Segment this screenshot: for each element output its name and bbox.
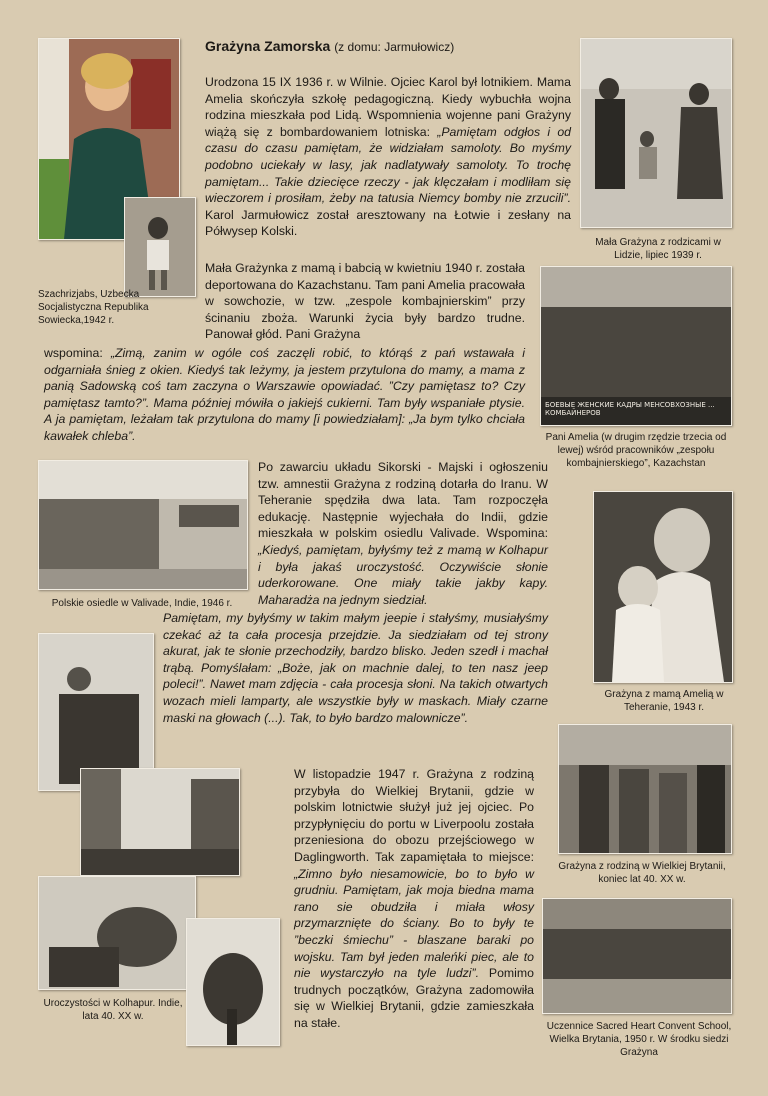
photo-kolhapur-3 [38,876,196,990]
page-title [205,38,454,54]
paragraph-britain [294,766,534,1032]
paragraph-britain-end: Pomimo trudnych początków, Grażyna zadomowiła się w Wielkiej Brytanii, gdzie zamieszkała na stałe. [294,966,534,1030]
paragraph-kazakhstan-quote: „Zimą, zanim w ogóle coś zaczęli robić, to którąś z pań wstawała i odgarniała śnieg z okien. Kiedyś tak leżymy, ja jestem przytulona do mamy, a mama z panią Sadowską coś tam zaczyna o Warszawie opowiadać. ”Czy pamiętasz to? Czy pamiętasz tamto?”. Mama później mówiła o jakiejś cukierni. Tam były wspaniałe ptysie. A ja pamiętam, leżałam tak przytulona do mamy [i powiedziałam]: „Ja bym tylko chciała kawałek chleba”. [44,346,525,443]
paragraph-birth-quote: „Pamiętam odgłos i od czasu do czasu pamiętam, że widziałam samoloty. Bo myśmy podobno uciekały w lasy, jak nadlatywały samoloty. To trochę pamiętam... Takie dziecięce rzeczy - jak klęczałam i modliłam się wieczorem i prosiłam, żeby na tatusia Niemcy bomby nie zrzucili”. [205,124,571,206]
paragraph-britain-quote: „Zimno było niesamowicie, bo to było w grudniu. Pamiętam, jak moja biedna mama rano sie obudziła i miała włosy przymarznięte do ściany. Bo to były te ”beczki śmiechu” - blaszane baraki po wojsku. Tam był jeden maleńki piec, ale to nie wystarczyło na tyle ludzi”. [294,866,534,981]
paragraph-deportation: Mała Grażynka z mamą i babcią w kwietniu 1940 r. została deportowana do Kazachstanu. Tam pani Amelia pracowała w sowchozie, w tzw. „zespole kombajnierskim” przy ścinaniu zboża. Warunki życia były bardzo trudne. Panował głód. Pani Grażyna [205,261,525,342]
paragraph-iran-text: Po zawarciu układu Sikorski - Majski i ogłoszeniu tzw. amnestii Grażyna z rodziną dotarła do Iranu. W Teheranie spędziła dwa lata. Tam rozpoczęła edukację. Następnie wyjechała do Indii, gdzie mieszkała w polskim osiedlu Valivade. Wspomina: [258,460,548,541]
photo-tehran [593,491,733,683]
paragraph-kazakhstan-lead: wspomina: [44,346,111,360]
photo-child-uzbekistan [124,197,196,297]
caption-kolhapur: Uroczystości w Kolhapur. Indie, lata 40. XX w. [43,998,183,1022]
photo-parents-lida [580,38,732,228]
photo-britain-family [558,724,732,854]
paragraph-iran-quote: „Kiedyś, pamiętam, byłyśmy też z mamą w Kolhapur i była jakaś uroczystość. Oczywiście słonie uderkorowane. One miały takie jakby kapy. Maharadża na jednym siedział. [258,542,548,607]
photo-combine-brigade [540,266,732,426]
caption-valivade: Polskie osiedle w Valivade, Indie, 1946 r. [51,598,233,609]
photo-kolhapur-2 [80,768,240,876]
caption-britain: Grażyna z rodziną w Wielkiej Brytanii, koniec lat 40. XX w. [558,861,726,885]
title-name: Grażyna Zamorska [205,38,331,54]
photo-convent-school [542,898,732,1014]
photo-kolhapur-elephant [186,918,280,1046]
paragraph-birth-text: Urodzona 15 IX 1936 r. w Wilnie. Ojciec Karol był lotnikiem. Mama Amelia skończyła szkołę pedagogiczną. Kiedy wybuchła wojna rodzina mieszkała pod Lidą. Wspomnienia wojenne pani Grażyny wiążą się z bombardowaniem lotniska: [205,75,571,139]
caption-brigade: Pani Amelia (w drugim rzędzie trzecia od lewej) wśród pracowników „zespołu kombajnierskiego”, Kazachstan [545,432,727,469]
photo-valivade [38,460,248,590]
paragraph-kazakhstan-memory [44,345,525,445]
caption-tehran: Grażyna z mamą Amelią w Teheranie, 1943 r. [604,689,724,713]
paragraph-iran-india [258,459,548,608]
caption-parents: Mała Grażyna z rodzicami w Lidzie, lipiec 1939 r. [595,237,721,261]
paragraph-birth-end: Karol Jarmułowicz został aresztowany na Łotwie i zesłany na Półwysep Kolski. [205,207,571,239]
photo-inscription: БОЕВЫЕ ЖЕНСКИЕ КАДРЫ МЕНСОВХОЗНЫЕ ... КОМБАЙНЕРОВ [545,401,715,417]
title-subtitle: (z domu: Jarmułowicz) [334,40,455,54]
paragraph-kolhapur-memory: Pamiętam, my byłyśmy w takim małym jeepie i stałyśmy, musiałyśmy czekać aż ta cała procesja przejdzie. Ja siedziałam od tej strony akurat, jak te słonie przechodziły, bardzo blisko. Jeden szedł i machał trąbą. Pomyślałam: „Boże, jak on machnie dalej, to ten nasz jeep poleci!”. Nawet mam zdjęcia - cała procesja słoni. Na takich otwartych wozach mieli lamparty, ale wszystkie były w maskach. Miały czarne maski na głowach (...). Tak, to było bardzo malownicze”. [163,611,548,725]
caption-convent: Uczennice Sacred Heart Convent School, Wielka Brytania, 1950 r. W środku siedzi Grażyna [546,1021,732,1058]
paragraph-birth [205,74,571,240]
paragraph-britain-text: W listopadzie 1947 r. Grażyna z rodziną przybyła do Wielkiej Brytanii, gdzie w polskim lotnictwie służył już jej ojciec. Po przypłynięciu do portu w Liverpoolu została przeniesiona do obozu przejściowego w Daglingworth. Tak zapamiętała to miejsce: [294,767,534,864]
caption-uzbekistan: Szachrizjabs, Uzbecka Socjalistyczna Republika Sowiecka,1942 r. [38,289,149,326]
